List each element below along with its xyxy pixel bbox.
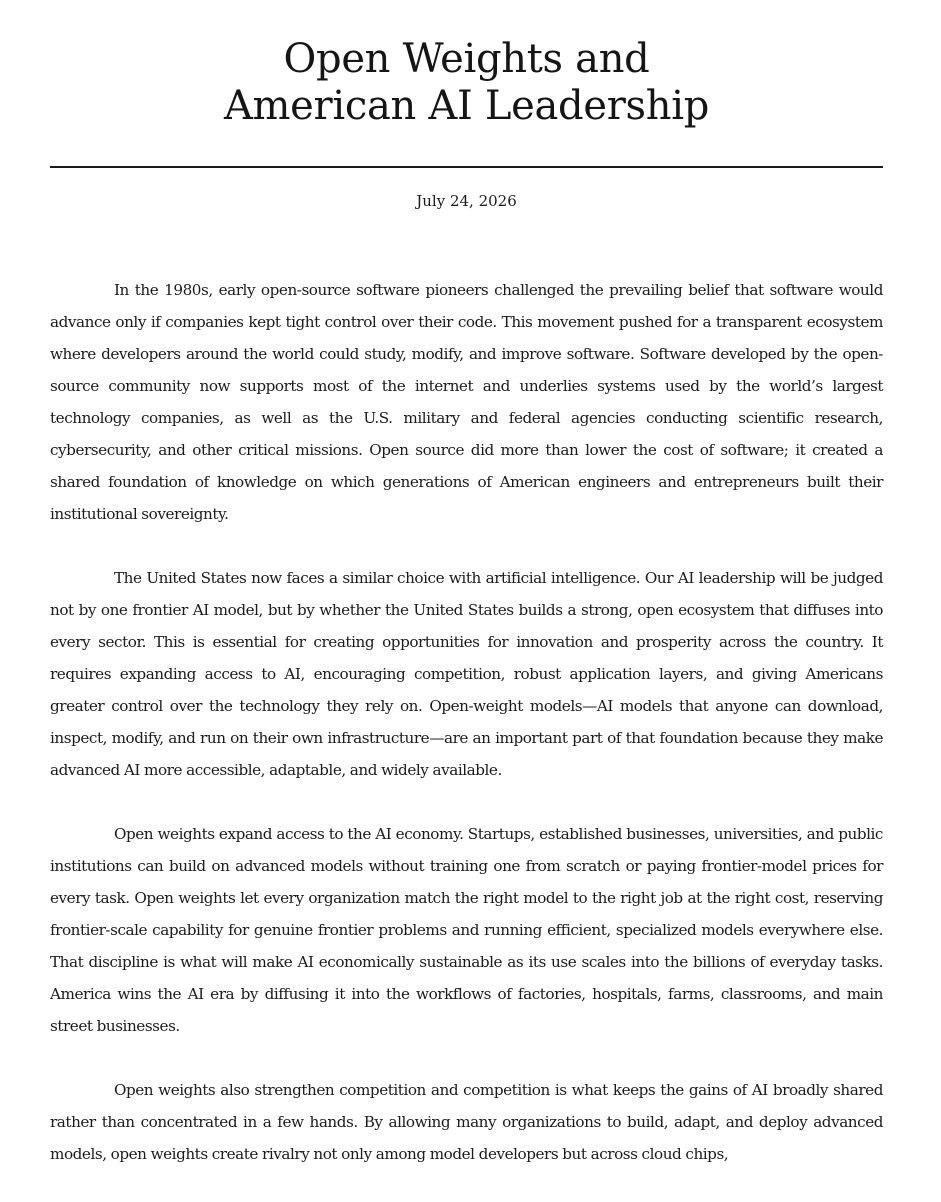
paragraph-2: The United States now faces a similar choice with artificial intelligence. Our AI leadership will be judged not by one frontier AI model, but by whether the United States builds a strong, open ecosystem that diffuses into every sector. This is essential for creating opportunities for innovation and prosperity across the country. It requires expanding access to AI, encouraging competition, robust application layers, and giving Americans greater control over the technology they rely on. Open-weight models—AI models that anyone can download, inspect, modify, and run on their own infrastructure—are an important part of that foundation because they make advanced AI more accessible, adaptable, and widely available. <box>50 569 883 779</box>
paragraph-1: In the 1980s, early open-source software pioneers challenged the prevailing belief that software would advance only if companies kept tight control over their code. This movement pushed for a transparent ecosystem where developers around the world could study, modify, and improve software. Software developed by the open-source community now supports most of the internet and underlies systems used by the world’s largest technology companies, as well as the U.S. military and federal agencies conducting scientific research, cybersecurity, and other critical missions. Open source did more than lower the cost of software; it created a shared foundation of knowledge on which generations of American engineers and entrepreneurs built their institutional sovereignty. <box>50 281 883 523</box>
paragraph-3: Open weights expand access to the AI economy. Startups, established businesses, universities, and public institutions can build on advanced models without training one from scratch or paying frontier-model prices for every task. Open weights let every organization match the right model to the right job at the right cost, reserving frontier-scale capability for genuine frontier problems and running efficient, specialized models everywhere else. That discipline is what will make AI economically sustainable as its use scales into the billions of everyday tasks. America wins the AI era by diffusing it into the workflows of factories, hospitals, farms, classrooms, and main street businesses. <box>50 825 883 1035</box>
document-title <box>50 36 883 130</box>
document-page <box>50 0 883 1202</box>
paragraph-4: Open weights also strengthen competition and competition is what keeps the gains of AI broadly shared rather than concentrated in a few hands. By allowing many organizations to build, adapt, and deploy advanced models, open weights create rivalry not only among model developers but across cloud chips, <box>50 1081 883 1163</box>
document-date: July 24, 2026 <box>416 192 517 210</box>
title-line-1: Open Weights and <box>283 36 650 82</box>
document-body <box>50 274 883 1170</box>
title-divider <box>50 166 883 168</box>
title-line-2: American AI Leadership <box>223 83 710 129</box>
